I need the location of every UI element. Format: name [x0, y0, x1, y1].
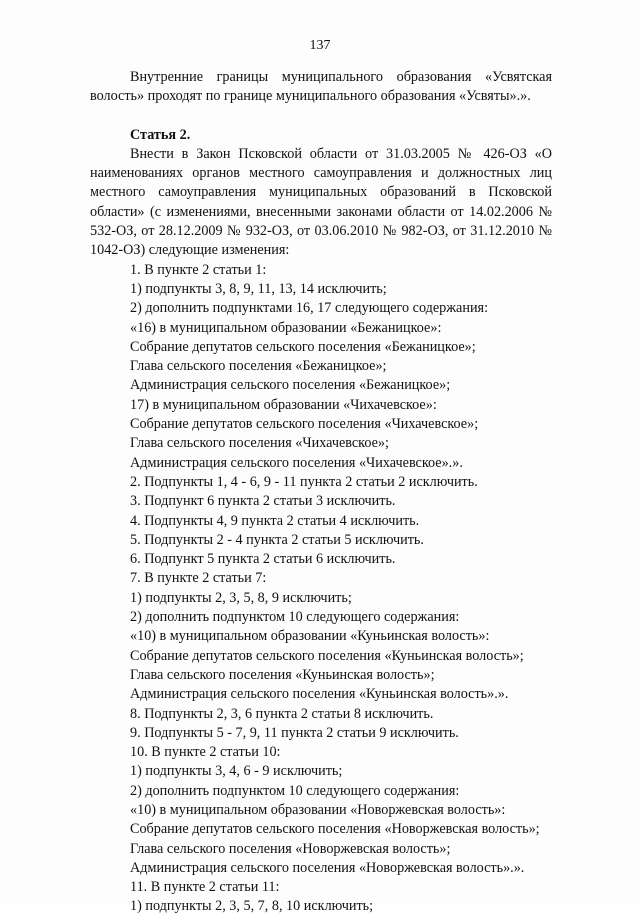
list-item: «10) в муниципальном образовании «Новоржевская волость»: — [130, 801, 506, 818]
list-item: 9. Подпункты 5 - 7, 9, 11 пункта 2 статьи 9 исключить. — [130, 724, 459, 741]
list-item: 5. Подпункты 2 - 4 пункта 2 статьи 5 исключить. — [130, 531, 424, 548]
list-item: Глава сельского поселения «Куньинская волость»; — [130, 666, 435, 683]
list-item: Администрация сельского поселения «Новоржевская волость».». — [130, 859, 525, 876]
list-item: Собрание депутатов сельского поселения «Бежаницкое»; — [130, 338, 476, 355]
list-item: Собрание депутатов сельского поселения «Чихачевское»; — [130, 416, 479, 433]
list-item: 8. Подпункты 2, 3, 6 пункта 2 статьи 8 исключить. — [130, 705, 434, 722]
list-item: 10. В пункте 2 статьи 10: — [130, 744, 281, 761]
list-item: 11. В пункте 2 статьи 11: — [130, 879, 280, 896]
list-item: 1) подпункты 3, 8, 9, 11, 13, 14 исключить; — [130, 280, 387, 297]
list-item: 7. В пункте 2 статьи 7: — [130, 570, 267, 587]
list-item: Администрация сельского поселения «Куньинская волость».». — [130, 686, 509, 703]
list-item: Администрация сельского поселения «Бежаницкое»; — [130, 377, 451, 394]
list-item: 2) дополнить подпунктами 16, 17 следующего содержания: — [130, 300, 489, 317]
list-item: Глава сельского поселения «Чихачевское»; — [130, 435, 389, 452]
list-item: Глава сельского поселения «Новоржевская волость»; — [130, 840, 451, 857]
list-item: Глава сельского поселения «Бежаницкое»; — [130, 358, 387, 375]
list-item: 1) подпункты 2, 3, 5, 7, 8, 10 исключить; — [130, 898, 374, 915]
list-item: 2) дополнить подпунктом 10 следующего содержания: — [130, 609, 460, 626]
list-item: 1. В пункте 2 статьи 1: — [130, 261, 267, 278]
list-item: 3. Подпункт 6 пункта 2 статьи 3 исключить. — [130, 493, 396, 510]
amendments-list — [90, 261, 552, 917]
article-body: Внести в Закон Псковской области от 31.03.2005 № 426-ОЗ «О наименованиях органов местного самоуправления и должностных лиц местного самоуправления муниципальных образований в Псковской области» (с изменениями, внесенными законами области от 14.02.2006 № 532-ОЗ, от 28.12.2009 № 932-ОЗ, от 03.06.2010 № 982-ОЗ, от 31.12.2010 № 1042-ОЗ) следующие изменения: — [90, 145, 552, 259]
list-item: 4. Подпункты 4, 9 пункта 2 статьи 4 исключить. — [130, 512, 420, 529]
list-item: «16) в муниципальном образовании «Бежаницкое»: — [130, 319, 442, 336]
list-item: 2. Подпункты 1, 4 - 6, 9 - 11 пункта 2 статьи 2 исключить. — [130, 473, 478, 490]
page-number: 137 — [309, 38, 331, 53]
document-content — [90, 68, 552, 917]
list-item: 17) в муниципальном образовании «Чихачевское»: — [130, 396, 437, 413]
list-item: Собрание депутатов сельского поселения «Новоржевская волость»; — [130, 821, 540, 838]
article-title: Статья 2. — [130, 126, 191, 143]
list-item: «10) в муниципальном образовании «Куньинская волость»: — [130, 628, 490, 645]
list-item: 6. Подпункт 5 пункта 2 статьи 6 исключить. — [130, 551, 396, 568]
list-item: Собрание депутатов сельского поселения «Куньинская волость»; — [130, 647, 524, 664]
list-item: 2) дополнить подпунктом 10 следующего содержания: — [130, 782, 460, 799]
list-item: 1) подпункты 3, 4, 6 - 9 исключить; — [130, 763, 343, 780]
intro-paragraph: Внутренние границы муниципального образования «Усвятская волость» проходят по границе муниципального образования «Усвяты».». — [90, 69, 552, 105]
list-item: 1) подпункты 2, 3, 5, 8, 9 исключить; — [130, 589, 352, 606]
list-item: Администрация сельского поселения «Чихачевское».». — [130, 454, 463, 471]
